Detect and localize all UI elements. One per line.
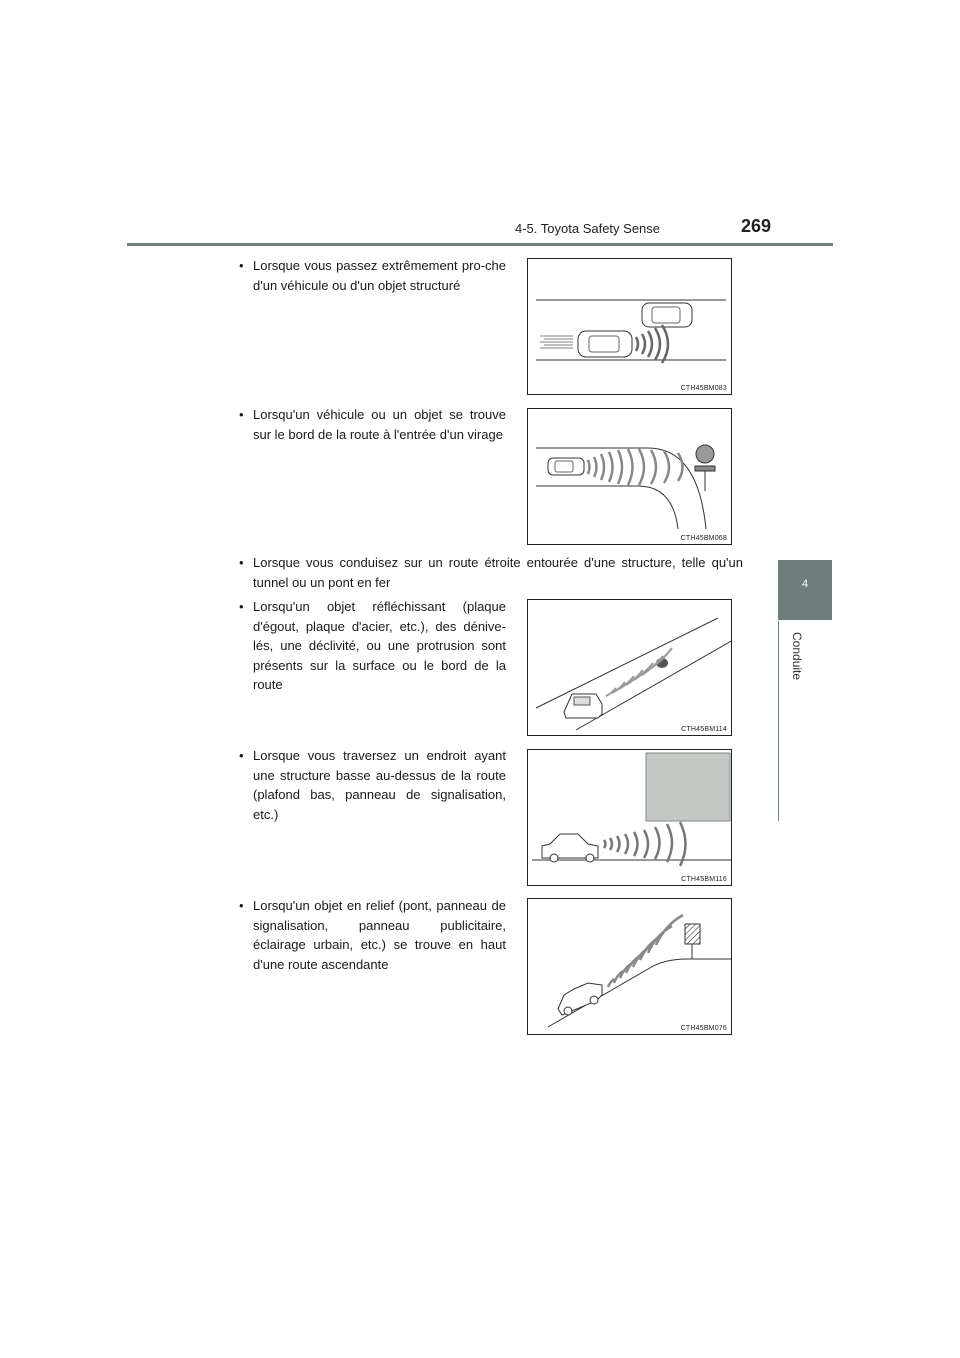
figure-reflective-object: [527, 599, 732, 736]
page-number: 269: [741, 216, 772, 236]
bullet-mark: •: [239, 748, 244, 763]
figure-code: CTH45BM116: [681, 876, 727, 883]
bullet-item-4: [239, 597, 506, 695]
figure-close-vehicle: [527, 258, 732, 395]
bullet-item-6: [239, 896, 506, 974]
bullet-mark: •: [239, 258, 244, 273]
side-rule: [778, 621, 832, 821]
figure-low-structure: [527, 749, 732, 886]
side-tab-label: Conduite: [790, 632, 804, 681]
bullet-mark: •: [239, 407, 244, 422]
figure-code: CTH45BM076: [680, 1025, 727, 1032]
figure-uphill-object: [527, 898, 732, 1035]
side-tab: [778, 560, 832, 620]
bullet-text: Lorsqu'un objet réfléchissant (plaque d'égout, plaque d'acier, etc.), des dénive-lés, une déclivité, ou une protrusion sont présents sur la surface ou le bord de la route: [253, 599, 506, 692]
header-rule: [127, 243, 833, 246]
figure-code: CTH45BM114: [681, 726, 727, 733]
bullet-text: Lorsque vous passez extrêmement pro-che d'un véhicule ou d'un objet structuré: [253, 258, 506, 293]
bullet-mark: •: [239, 555, 244, 570]
bullet-text: Lorsque vous traversez un endroit ayant une structure basse au-dessus de la route (plafond bas, panneau de signalisation, etc.): [253, 748, 506, 822]
figure-code: CTH45BM083: [680, 385, 727, 392]
bullet-mark: •: [239, 599, 244, 614]
bullet-item-2: [239, 405, 506, 444]
bullet-text: Lorsqu'un objet en relief (pont, panneau de signalisation, panneau publicitaire, éclairage urbain, etc.) se trouve en haut d'une route ascendante: [253, 898, 506, 972]
bullet-item-1: [239, 256, 506, 295]
bullet-item-3: [239, 553, 743, 592]
side-tab-number: 4: [801, 578, 809, 590]
bullet-mark: •: [239, 898, 244, 913]
figure-curve-entry: [527, 408, 732, 545]
bullet-text: Lorsque vous conduisez sur un route étroite entourée d'une structure, telle qu'un tunnel ou un pont en fer: [253, 555, 743, 590]
bullet-text: Lorsqu'un véhicule ou un objet se trouve sur le bord de la route à l'entrée d'un virage: [253, 407, 506, 442]
bullet-item-5: [239, 746, 506, 824]
figure-code: CTH45BM068: [680, 535, 727, 542]
header-section: 4-5. Toyota Safety Sense: [515, 221, 661, 236]
